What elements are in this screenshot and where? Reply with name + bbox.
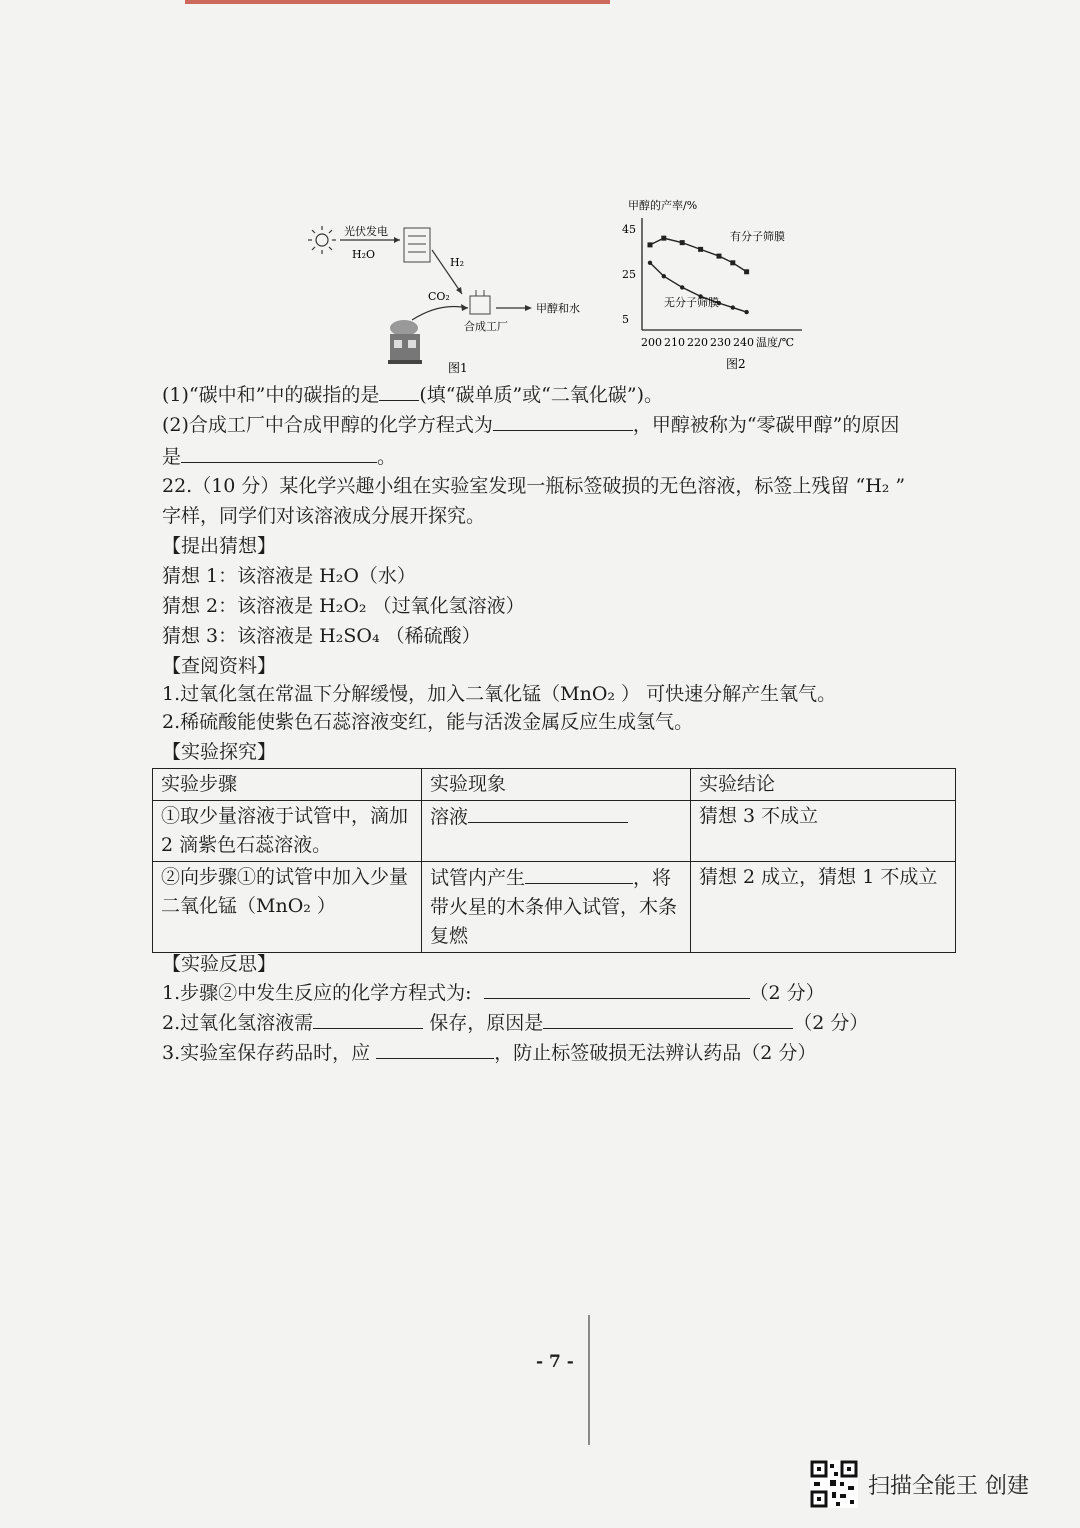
reflection-2-text-mid: 保存，原因是 <box>429 1012 544 1034</box>
row2-observation-text: 试管内产生 <box>430 867 526 889</box>
header-conclusion: 实验结论 <box>691 769 956 801</box>
row1-conclusion: 猜想 3 不成立 <box>691 801 956 862</box>
header-step: 实验步骤 <box>153 769 422 801</box>
q21-part-1 <box>162 380 663 410</box>
figure-2-caption: 图2 <box>726 357 746 371</box>
reflection-1-score: （2 分） <box>749 982 825 1004</box>
data-point <box>730 260 735 265</box>
label-water: H₂O <box>352 248 376 261</box>
q21-p1-text: (1)“碳中和”中的碳指的是 <box>162 384 380 406</box>
reflection-3-text: 3.实验室保存药品时，应 <box>162 1042 371 1064</box>
q21-p2-reason-blank[interactable] <box>181 442 377 463</box>
reflection-3 <box>162 1038 816 1068</box>
qr-code-icon <box>810 1460 858 1508</box>
data-point <box>661 236 666 241</box>
label-solar: 光伏发电 <box>344 225 388 238</box>
series-label-1: 有分子筛膜 <box>730 230 785 243</box>
page-number: - 7 - <box>536 1352 574 1372</box>
reflection-2 <box>162 1008 868 1038</box>
top-edge-line <box>185 0 610 4</box>
hypothesis-3: 猜想 3：该溶液是 H₂SO₄ （稀硫酸） <box>162 625 481 647</box>
row2-observation-blank[interactable] <box>525 863 633 884</box>
x-tick-label: 温度/℃ <box>756 336 795 349</box>
label-product: 甲醇和水 <box>536 302 580 315</box>
reflection-3-text-post: ，防止标签破损无法辨认药品（2 分） <box>494 1042 817 1064</box>
data-point <box>698 247 703 252</box>
reference-2: 2.稀硫酸能使紫色石蕊溶液变红，能与活泼金属反应生成氢气。 <box>162 711 694 733</box>
q21-p2-l2-text: 是 <box>162 446 182 468</box>
hypothesis-1: 猜想 1：该溶液是 H₂O（水） <box>162 565 416 587</box>
x-tick-label: 240 <box>733 336 754 349</box>
reflection-1 <box>162 978 825 1008</box>
sun-icon <box>308 226 336 254</box>
table-row <box>153 862 956 953</box>
reflection-3-blank[interactable] <box>376 1038 494 1059</box>
data-point <box>648 261 652 265</box>
table-row <box>153 801 956 862</box>
q21-p1-text-post: (填“碳单质”或“二氧化碳”)。 <box>419 384 664 406</box>
reflection-2-blank-2[interactable] <box>543 1008 793 1029</box>
figure-1-diagram <box>300 210 600 380</box>
row1-observation-text: 溶液 <box>430 806 469 828</box>
x-tick-label: 210 <box>664 336 685 349</box>
section-experiment: 【实验探究】 <box>162 741 277 763</box>
label-co2: CO₂ <box>428 290 450 303</box>
row2-observation <box>422 862 691 953</box>
reference-1: 1.过氧化氢在常温下分解缓慢，加入二氧化锰（MnO₂ ） 可快速分解产生氧气。 <box>162 683 837 705</box>
scanner-watermark: 扫描全能王 创建 <box>868 1474 1029 1499</box>
q21-p2-l2-end: 。 <box>377 446 397 468</box>
q22-intro-line-2: 字样，同学们对该溶液成分展开探究。 <box>162 505 486 527</box>
reflection-1-blank[interactable] <box>484 978 750 999</box>
section-reference: 【查阅资料】 <box>162 655 277 677</box>
data-point <box>731 305 735 309</box>
data-point <box>717 254 722 259</box>
reflection-1-text: 1.步骤②中发生反应的化学方程式为: <box>162 982 472 1004</box>
x-tick-label: 220 <box>687 336 708 349</box>
factory-icon <box>470 290 490 314</box>
data-point <box>680 240 685 245</box>
data-point <box>662 274 666 278</box>
q21-p2-text: (2)合成工厂中合成甲醇的化学方程式为 <box>162 414 493 436</box>
data-point <box>680 285 684 289</box>
section-reflection: 【实验反思】 <box>162 953 277 975</box>
hypothesis-2: 猜想 2：该溶液是 H₂O₂ （过氧化氢溶液） <box>162 595 525 617</box>
row1-observation <box>422 801 691 862</box>
experiment-table <box>152 768 956 953</box>
label-factory: 合成工厂 <box>464 320 508 333</box>
y-tick-label: 25 <box>622 268 636 281</box>
electrolyzer-icon <box>404 228 430 262</box>
label-h2: H₂ <box>450 256 465 269</box>
x-tick-label: 200 <box>641 336 662 349</box>
reflection-2-blank-1[interactable] <box>313 1008 423 1029</box>
data-point <box>648 242 653 247</box>
q21-part-2-line-2 <box>162 442 396 472</box>
row2-step: ②向步骤①的试管中加入少量二氧化锰（MnO₂ ） <box>153 862 422 953</box>
y-tick-label: 45 <box>622 223 636 237</box>
row2-observation-text-post: ，将带火星的木条伸入试管，木条复燃 <box>430 867 678 947</box>
x-tick-label: 230 <box>710 336 731 349</box>
data-point <box>744 310 748 314</box>
data-point <box>744 269 749 274</box>
q21-p1-blank[interactable] <box>379 380 419 401</box>
series-line-1 <box>650 238 747 272</box>
series-label-2: 无分子筛膜 <box>664 296 719 309</box>
q21-part-2 <box>162 410 899 440</box>
figure-1-caption: 图1 <box>448 361 468 375</box>
scan-artifact-line <box>588 1315 590 1445</box>
reflection-2-text: 2.过氧化氢溶液需 <box>162 1012 314 1034</box>
table-header-row <box>153 769 956 801</box>
row1-step: ①取少量溶液于试管中，滴加 2 滴紫色石蕊溶液。 <box>153 801 422 862</box>
q21-p2-text-mid: ，甲醇被称为“零碳甲醇”的原因 <box>632 414 900 436</box>
y-tick-label: 5 <box>622 312 629 326</box>
section-hypothesis: 【提出猜想】 <box>162 535 277 557</box>
header-observation: 实验现象 <box>422 769 691 801</box>
power-plant-icon <box>388 320 422 364</box>
reflection-2-score: （2 分） <box>793 1012 869 1034</box>
q21-p2-blank[interactable] <box>493 410 633 431</box>
chart-y-label: 甲醇的产率/% <box>628 199 698 212</box>
row2-conclusion: 猜想 2 成立，猜想 1 不成立 <box>691 862 956 953</box>
q22-intro-line-1: 22.（10 分）某化学兴趣小组在实验室发现一瓶标签破损的无色溶液，标签上残留 “H₂ ” <box>162 475 906 497</box>
row1-observation-blank[interactable] <box>468 802 628 823</box>
figure-2-chart <box>612 192 822 372</box>
